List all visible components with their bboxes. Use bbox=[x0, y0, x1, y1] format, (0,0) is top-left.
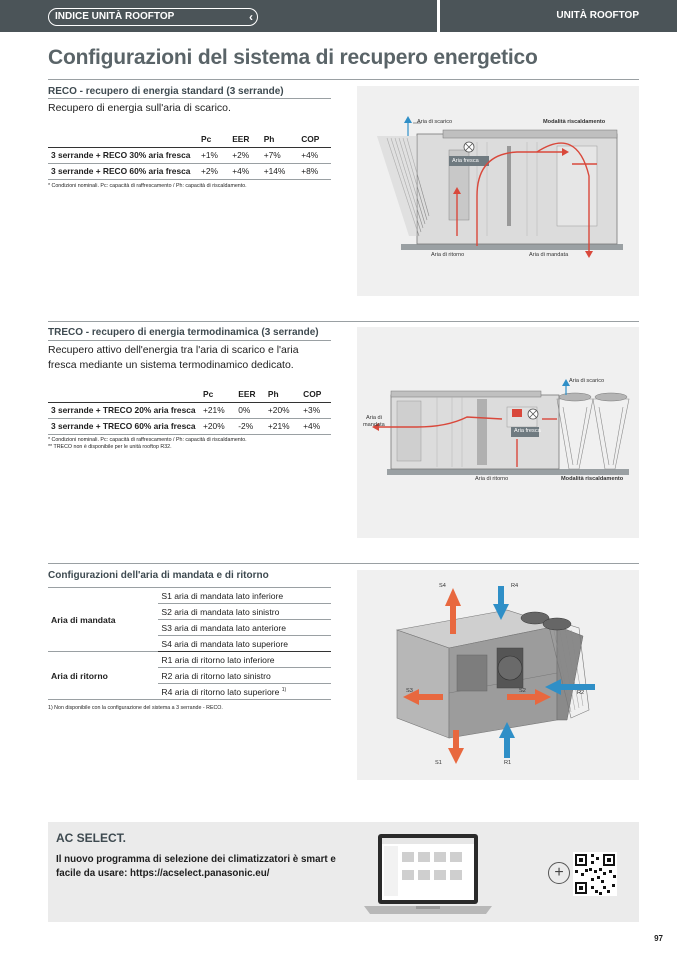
header-divider bbox=[437, 0, 440, 32]
table-header-row bbox=[48, 131, 331, 147]
reco-unit-illustration bbox=[357, 86, 639, 296]
top-bar bbox=[0, 0, 677, 32]
label-exhaust: Aria di scarico bbox=[417, 119, 453, 125]
footnote-mark: 1) bbox=[281, 686, 287, 693]
table-header-row bbox=[48, 386, 331, 402]
ac-select-title: AC SELECT. bbox=[56, 831, 127, 845]
ac-select-box bbox=[48, 822, 639, 922]
label-supply-2: mandata bbox=[363, 422, 385, 428]
page-number: 97 bbox=[654, 934, 663, 943]
config-item: S3 aria di mandata lato anteriore bbox=[158, 620, 331, 636]
label-s2: S2 bbox=[519, 688, 526, 694]
section-rule bbox=[48, 563, 639, 564]
cell: +20% bbox=[265, 402, 300, 418]
table-row bbox=[48, 652, 331, 668]
plus-icon: + bbox=[548, 862, 570, 884]
qr-code bbox=[573, 852, 617, 896]
cell: +2% bbox=[198, 163, 229, 179]
treco-note-1: * Condizioni nominali. Pc: capacità di raffrescamento / Ph: capacità di riscaldamento. bbox=[48, 437, 247, 443]
config-item: S2 aria di mandata lato sinistro bbox=[158, 604, 331, 620]
reco-table bbox=[48, 131, 331, 180]
treco-title: TRECO - recupero di energia termodinamica (3 serrande) bbox=[48, 327, 319, 338]
cell: 0% bbox=[235, 402, 265, 418]
cell: -2% bbox=[235, 418, 265, 434]
cell: +4% bbox=[229, 163, 261, 179]
rooftop-unit-3d bbox=[357, 570, 639, 780]
treco-rule bbox=[48, 340, 331, 341]
label-s1: S1 bbox=[435, 760, 442, 766]
col-header: COP bbox=[300, 386, 331, 402]
group-label: Aria di ritorno bbox=[48, 652, 158, 700]
col-header: EER bbox=[229, 131, 261, 147]
cell: +21% bbox=[265, 418, 300, 434]
label-fresh: Aria fresca bbox=[452, 158, 479, 164]
treco-note-2: ** TRECO non è disponibile per le unità rooftop R32. bbox=[48, 444, 172, 450]
treco-table bbox=[48, 386, 331, 435]
group-label: Aria di mandata bbox=[48, 588, 158, 652]
reco-diagram bbox=[357, 86, 639, 296]
cell: +3% bbox=[300, 402, 331, 418]
page-title: Configurazioni del sistema di recupero energetico bbox=[48, 46, 538, 69]
label-r4: R4 bbox=[511, 583, 519, 589]
label-r1: R1 bbox=[504, 760, 512, 766]
label-mode: Modalità riscaldamento bbox=[543, 119, 606, 125]
col-header: Ph bbox=[261, 131, 299, 147]
label-mode: Modalità riscaldamento bbox=[561, 476, 624, 482]
reco-title: RECO - recupero di energia standard (3 serrande) bbox=[48, 86, 284, 97]
treco-unit-illustration bbox=[357, 327, 639, 538]
airconfig-note: 1) Non disponibile con la configurazione del sistema a 3 serrande - RECO. bbox=[48, 705, 223, 711]
col-header: Pc bbox=[198, 131, 229, 147]
cell: +2% bbox=[229, 147, 261, 163]
col-header: COP bbox=[298, 131, 331, 147]
airconfig-title: Configurazioni dell'aria di mandata e di ritorno bbox=[48, 570, 269, 581]
table-row bbox=[48, 418, 331, 434]
cell: +4% bbox=[300, 418, 331, 434]
reco-subtitle: Recupero di energia sull'aria di scarico. bbox=[48, 102, 231, 114]
row-label: 3 serrande + RECO 30% aria fresca bbox=[48, 147, 198, 163]
table-row bbox=[48, 163, 331, 179]
airconfig-diagram bbox=[357, 570, 639, 780]
title-rule bbox=[48, 79, 639, 80]
row-label: 3 serrande + RECO 60% aria fresca bbox=[48, 163, 198, 179]
col-header: Ph bbox=[265, 386, 300, 402]
label-fresh: Aria fresca bbox=[514, 428, 541, 434]
treco-diagram bbox=[357, 327, 639, 538]
row-label: 3 serrande + TRECO 20% aria fresca bbox=[48, 402, 200, 418]
config-item: S4 aria di mandata lato superiore bbox=[158, 636, 331, 652]
section-rule bbox=[48, 321, 639, 322]
cell: +14% bbox=[261, 163, 299, 179]
config-item: S1 aria di mandata lato inferiore bbox=[158, 588, 331, 604]
reco-note: * Condizioni nominali. Pc: capacità di raffrescamento / Ph: capacità di riscaldamento. bbox=[48, 183, 247, 189]
index-link[interactable] bbox=[48, 8, 258, 26]
airconfig-table bbox=[48, 587, 331, 700]
label-supply-1: Aria di bbox=[366, 415, 382, 421]
config-item bbox=[158, 684, 331, 700]
config-item: R1 aria di ritorno lato inferiore bbox=[158, 652, 331, 668]
table-row bbox=[48, 147, 331, 163]
label-r2: R2 bbox=[577, 690, 585, 696]
cell: +8% bbox=[298, 163, 331, 179]
label-exhaust: Aria di scarico bbox=[569, 378, 605, 384]
laptop-illustration bbox=[358, 832, 498, 922]
ac-select-text[interactable]: Il nuovo programma di selezione dei climatizzatori è smart e facile da usare: https://acselect.panasonic.eu/ bbox=[56, 854, 336, 879]
cell: +7% bbox=[261, 147, 299, 163]
reco-rule bbox=[48, 98, 331, 99]
table-row bbox=[48, 402, 331, 418]
cell: +1% bbox=[198, 147, 229, 163]
label-supply: Aria di mandata bbox=[529, 252, 569, 258]
treco-subtitle-1: Recupero attivo dell'energia tra l'aria di scarico e l'aria bbox=[48, 344, 299, 356]
config-item-text: R4 aria di ritorno lato superiore bbox=[161, 686, 280, 697]
index-link-label: INDICE UNITÀ ROOFTOP bbox=[55, 11, 175, 22]
config-item: R2 aria di ritorno lato sinistro bbox=[158, 668, 331, 684]
cell: +20% bbox=[200, 418, 235, 434]
col-header: Pc bbox=[200, 386, 235, 402]
table-row bbox=[48, 588, 331, 604]
col-header bbox=[48, 386, 200, 402]
row-label: 3 serrande + TRECO 60% aria fresca bbox=[48, 418, 200, 434]
cell: +4% bbox=[298, 147, 331, 163]
treco-subtitle-2: fresca mediante un sistema termodinamico dedicato. bbox=[48, 359, 294, 371]
label-return: Aria di ritorno bbox=[475, 476, 509, 482]
cell: +21% bbox=[200, 402, 235, 418]
label-s4: S4 bbox=[439, 583, 446, 589]
col-header bbox=[48, 131, 198, 147]
chevron-left-icon: ‹ bbox=[249, 10, 253, 24]
label-return: Aria di ritorno bbox=[431, 252, 465, 258]
section-label: UNITÀ ROOFTOP bbox=[556, 10, 639, 21]
label-s3: S3 bbox=[406, 688, 413, 694]
col-header: EER bbox=[235, 386, 265, 402]
